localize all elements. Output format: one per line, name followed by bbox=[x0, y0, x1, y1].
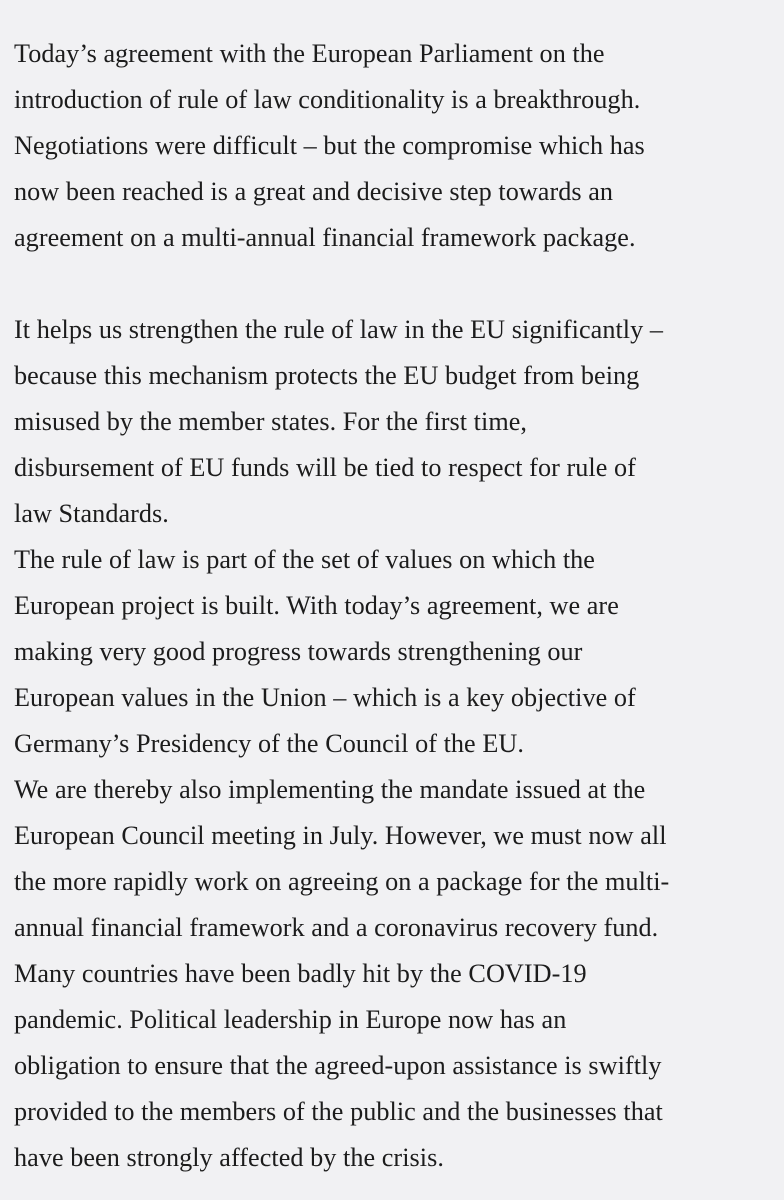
text-line: pandemic. Political leadership in Europe now has an bbox=[14, 1005, 567, 1034]
text-line: provided to the members of the public and the businesses that bbox=[14, 1097, 663, 1126]
paragraph-1 bbox=[14, 31, 778, 261]
text-line: making very good progress towards strengthening our bbox=[14, 637, 583, 666]
text-line: European values in the Union – which is a key objective of bbox=[14, 683, 636, 712]
text-line: obligation to ensure that the agreed-upon assistance is swiftly bbox=[14, 1051, 662, 1080]
text-line: now been reached is a great and decisive step towards an bbox=[14, 177, 614, 206]
text-line: It helps us strengthen the rule of law in the EU significantly – bbox=[14, 315, 664, 344]
document-body bbox=[14, 31, 778, 1181]
text-line: The rule of law is part of the set of values on which the bbox=[14, 545, 595, 574]
text-line: Germany’s Presidency of the Council of the EU. bbox=[14, 729, 524, 758]
text-line: agreement on a multi-annual financial framework package. bbox=[14, 223, 636, 252]
text-line: Negotiations were difficult – but the compromise which has bbox=[14, 131, 645, 160]
paragraph-2 bbox=[14, 307, 778, 537]
text-line: European Council meeting in July. However, we must now all bbox=[14, 821, 667, 850]
paragraph-break bbox=[14, 261, 778, 307]
text-line: because this mechanism protects the EU budget from being bbox=[14, 361, 640, 390]
text-line: misused by the member states. For the first time, bbox=[14, 407, 528, 436]
text-line: disbursement of EU funds will be tied to respect for rule of bbox=[14, 453, 636, 482]
text-line: law Standards. bbox=[14, 499, 169, 528]
text-line: Many countries have been badly hit by the COVID-19 bbox=[14, 959, 587, 988]
paragraph-3 bbox=[14, 537, 778, 767]
paragraph-4 bbox=[14, 767, 778, 1181]
text-line: the more rapidly work on agreeing on a package for the multi- bbox=[14, 867, 670, 896]
text-line: We are thereby also implementing the mandate issued at the bbox=[14, 775, 646, 804]
text-line: annual financial framework and a coronavirus recovery fund. bbox=[14, 913, 659, 942]
text-line: European project is built. With today’s agreement, we are bbox=[14, 591, 619, 620]
text-line: introduction of rule of law conditionality is a breakthrough. bbox=[14, 85, 641, 114]
text-line: have been strongly affected by the crisis. bbox=[14, 1143, 444, 1172]
text-line: Today’s agreement with the European Parliament on the bbox=[14, 39, 605, 68]
